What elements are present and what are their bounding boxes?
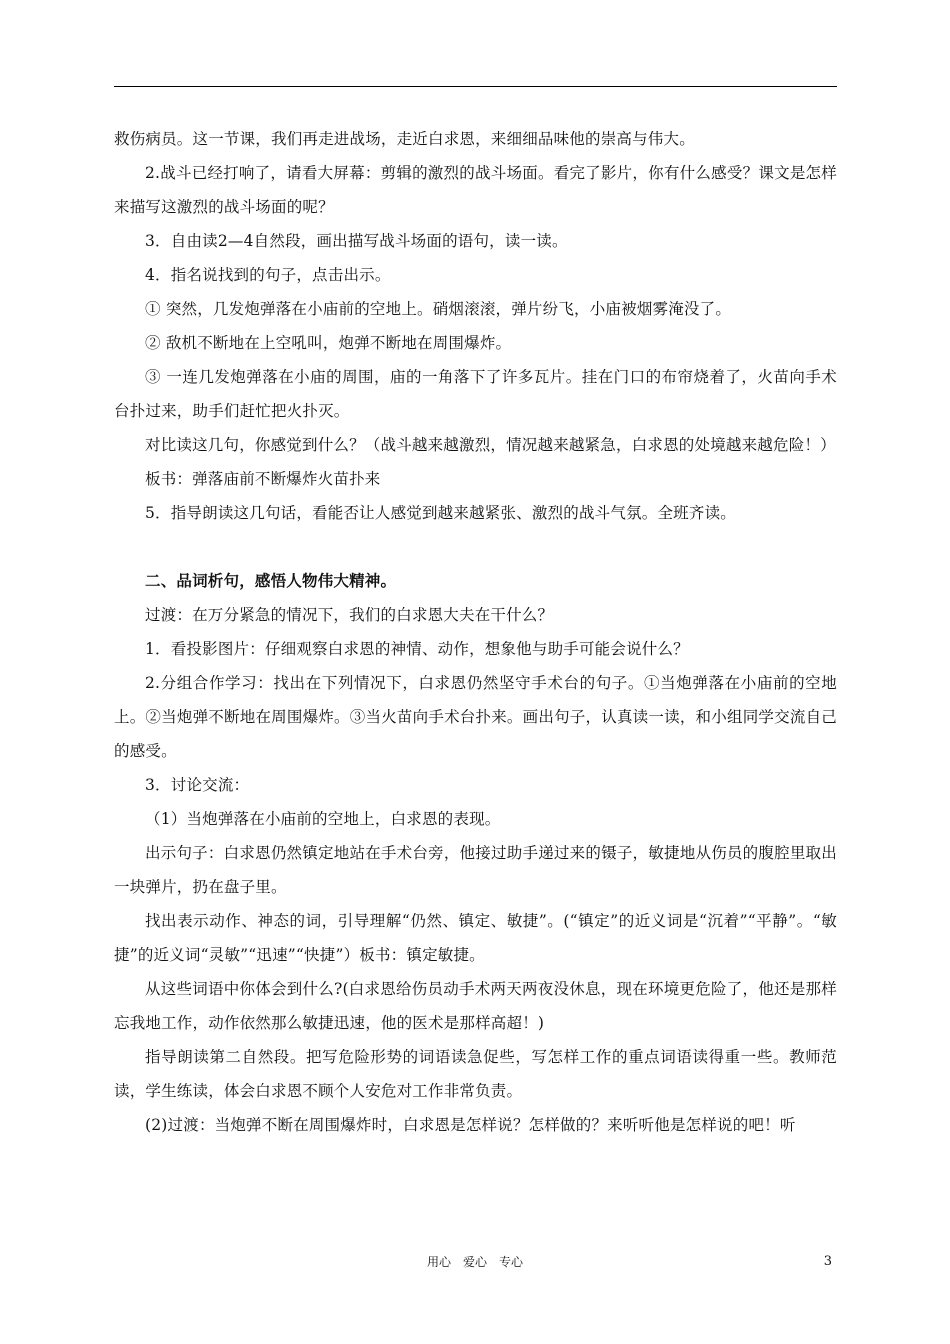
paragraph: 1．看投影图片：仔细观察白求恩的神情、动作，想象他与助手可能会说什么？ <box>145 640 689 658</box>
page-footer <box>0 1252 950 1272</box>
footer-motto: 用心 爱心 专心 <box>426 1255 523 1269</box>
paragraph-gap <box>114 530 837 564</box>
header-rule <box>114 86 837 87</box>
section-heading: 二、品词析句，感悟人物伟大精神。 <box>145 571 397 590</box>
paragraph: 出示句子：白求恩仍然镇定地站在手术台旁，他接过助手递过来的镊子，敏捷地从伤员的腹腔里取出一块弹片，扔在盘子里。 <box>114 844 837 896</box>
paragraph: 找出表示动作、神态的词，引导理解“仍然、镇定、敏捷”。(“镇定”的近义词是“沉着”“平静”。“敏捷”的近义词“灵敏”“迅速”“快捷”）板书：镇定敏捷。 <box>114 912 837 964</box>
paragraph: 对比读这几句，你感觉到什么？（战斗越来越激烈，情况越来越紧急，白求恩的处境越来越危险！） <box>145 436 836 454</box>
paragraph: （1）当炮弹落在小庙前的空地上，白求恩的表现。 <box>145 810 501 828</box>
paragraph: 救伤病员。这一节课，我们再走进战场，走近白求恩，来细细品味他的崇高与伟大。 <box>114 130 695 148</box>
paragraph: 3．讨论交流： <box>145 776 250 794</box>
paragraph: ② 敌机不断地在上空吼叫，炮弹不断地在周围爆炸。 <box>145 334 512 352</box>
document-body <box>114 122 837 1142</box>
paragraph: 指导朗读第二自然段。把写危险形势的词语读急促些，写怎样工作的重点词语读得重一些。教师范读，学生练读，体会白求恩不顾个人安危对工作非常负责。 <box>114 1048 837 1100</box>
paragraph: ① 突然，几发炮弹落在小庙前的空地上。硝烟滚滚，弹片纷飞，小庙被烟雾淹没了。 <box>145 300 732 318</box>
paragraph: (2)过渡：当炮弹不断在周围爆炸时，白求恩是怎样说？怎样做的？来听听他是怎样说的吧！听 <box>145 1116 796 1134</box>
paragraph: 过渡：在万分紧急的情况下，我们的白求恩大夫在干什么？ <box>145 606 554 624</box>
paragraph: 从这些词语中你体会到什么?(白求恩给伤员动手术两天两夜没休息，现在环境更危险了，他还是那样忘我地工作，动作依然那么敏捷迅速，他的医术是那样高超！) <box>114 980 837 1032</box>
paragraph: 2.战斗已经打响了，请看大屏幕：剪辑的激烈的战斗场面。看完了影片，你有什么感受？课文是怎样来描写这激烈的战斗场面的呢？ <box>114 164 837 216</box>
paragraph: 板书：弹落庙前不断爆炸火苗扑来 <box>145 470 381 488</box>
paragraph: ③ 一连几发炮弹落在小庙的周围，庙的一角落下了许多瓦片。挂在门口的布帘烧着了，火苗向手术台扑过来，助手们赶忙把火扑灭。 <box>114 368 837 420</box>
paragraph: 2.分组合作学习：找出在下列情况下，白求恩仍然坚守手术台的句子。①当炮弹落在小庙前的空地上。②当炮弹不断地在周围爆炸。③当火苗向手术台扑来。画出句子，认真读一读，和小组同学交流自己的感受。 <box>114 674 837 760</box>
paragraph: 4．指名说找到的句子，点击出示。 <box>145 266 391 284</box>
paragraph: 3．自由读2—4自然段，画出描写战斗场面的语句，读一读。 <box>145 232 568 250</box>
paragraph: 5．指导朗读这几句话，看能否让人感觉到越来越紧张、激烈的战斗气氛。全班齐读。 <box>145 504 736 522</box>
page-number: 3 <box>823 1254 832 1269</box>
